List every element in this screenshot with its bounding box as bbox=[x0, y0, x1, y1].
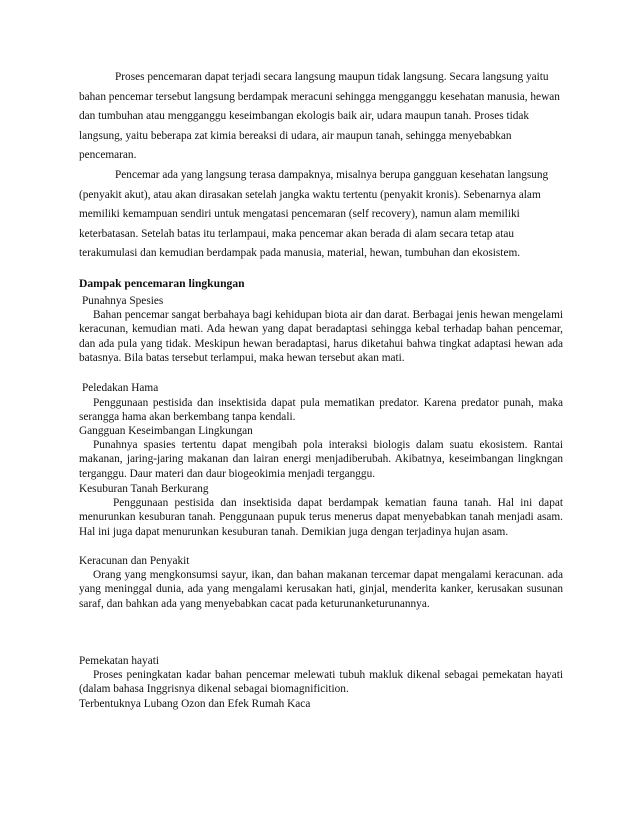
subheading-kesuburan-tanah: Kesuburan Tanah Berkurang bbox=[79, 483, 209, 495]
text-pemekatan-hayati bbox=[79, 668, 563, 697]
section-heading: Dampak pencemaran lingkungan bbox=[79, 277, 245, 290]
intro-paragraph-2 bbox=[79, 166, 561, 264]
subheading-gangguan-keseimbangan: Gangguan Keseimbangan Lingkungan bbox=[79, 425, 253, 437]
subheading-peledakan-hama: Peledakan Hama bbox=[82, 382, 159, 394]
paragraph-peledakan-hama: Penggunaan pestisida dan insektisida dapat pula mematikan predator. Karena predator punah, maka serangga hama akan berkembang tanpa kendali. bbox=[79, 397, 563, 424]
text-peledakan-hama bbox=[79, 396, 563, 425]
paragraph-kesuburan-tanah: Penggunaan pestisida dan insektisida dapat berdampak kematian fauna tanah. Hal ini dapat menurunkan kesuburan tanah. Penggunaan pupuk terus menerus dapat menyebabkan tanah menjadi asam. Hal ini juga dapat menurunkan kesuburan tanah. Demikian juga dengan terjadinya hujan asam. bbox=[79, 497, 563, 538]
intro-paragraph-1 bbox=[79, 68, 561, 166]
text-kesuburan-tanah bbox=[79, 496, 563, 539]
intro-text-2: Pencemar ada yang langsung terasa dampaknya, misalnya berupa gangguan kesehatan langsung (penyakit akut), atau akan dirasakan setelah jangka waktu tertentu (penyakit kronis). Sebenarnya alam memiliki kemampuan sendiri untuk mengatasi pencemaran (self recovery), namun alam memiliki keterbatasan. Setelah batas itu terlampaui, maka pencemar akan berada di alam secara tetap atau terakumulasi dan kemudian berdampak pada manusia, material, hewan, tumbuhan dan ekosistem. bbox=[79, 169, 549, 259]
text-keracunan-penyakit bbox=[79, 568, 563, 611]
paragraph-pemekatan-hayati: Proses peningkatan kadar bahan pencemar melewati tubuh makluk dikenal sebagai pemekatan hayati (dalam bahasa Inggrisnya dikenal sebagai biomagnificition. bbox=[79, 669, 563, 696]
subheading-lubang-ozon: Terbentuknya Lubang Ozon dan Efek Rumah Kaca bbox=[79, 698, 311, 710]
subheading-pemekatan-hayati: Pemekatan hayati bbox=[79, 655, 159, 667]
intro-text-1: Proses pencemaran dapat terjadi secara langsung maupun tidak langsung. Secara langsung yaitu bahan pencemar tersebut langsung berdampak meracuni sehingga mengganggu kesehatan manusia, hewan dan tumbuhan atau mengganggu keseimbangan ekologis baik air, udara maupun tanah. Proses tidak langsung, yaitu beberapa zat kimia bereaksi di udara, air maupun tanah, sehingga menyebabkan pencemaran. bbox=[79, 71, 560, 161]
paragraph-punahnya-spesies: Bahan pencemar sangat berbahaya bagi kehidupan biota air dan darat. Berbagai jenis hewan mengelami keracunan, kemudian mati. Ada hewan yang dapat beradaptasi sehingga kebal terhadap bahan pencemar, dan ada pula yang tidak. Meskipun hewan beradaptasi, harus diketahui bahwa tingkat adaptasi hewan ada batasnya. Bila batas tersebut terlampui, maka hewan tersebut akan mati. bbox=[79, 309, 563, 364]
text-punahnya-spesies bbox=[79, 308, 563, 365]
paragraph-gangguan-keseimbangan: Punahnya spasies tertentu dapat mengibah pola interaksi biologis dalam suatu ekosistem. Rantai makanan, jaring-jaring makanan dan lairan energi menjadiberubah. Akibatnya, keseimbangan lingkngan terganggu. Daur materi dan daur biogeokimia menjadi terganggu. bbox=[79, 439, 563, 480]
paragraph-keracunan-penyakit: Orang yang mengkonsumsi sayur, ikan, dan bahan makanan tercemar dapat mengalami keracunan. ada yang meninggal dunia, ada yang mengalami kerusakan hati, ginjal, menderita kanker, kerusakan susunan saraf, dan bahkan ada yang menyebabkan cacat pada keturunanketurunannya. bbox=[79, 569, 563, 610]
subheading-punahnya-spesies: Punahnya Spesies bbox=[82, 295, 164, 307]
subheading-keracunan-penyakit: Keracunan dan Penyakit bbox=[79, 555, 190, 567]
text-gangguan-keseimbangan bbox=[79, 438, 563, 481]
